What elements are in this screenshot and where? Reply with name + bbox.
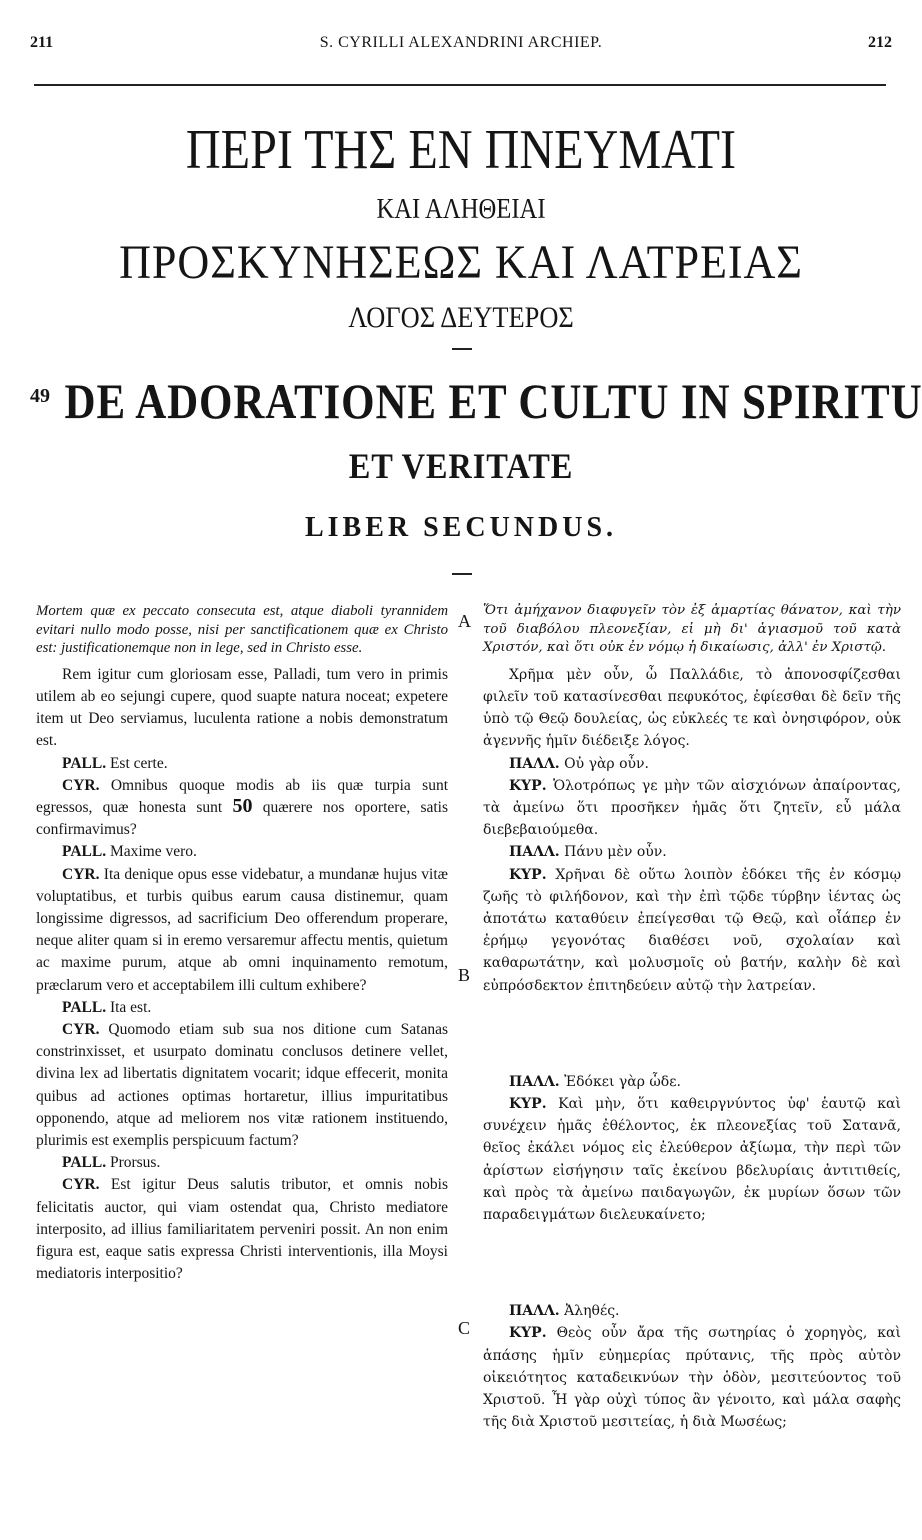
speaker-label: PALL. [62, 754, 107, 772]
speech-text: Ita denique opus esse videbatur, a mundanæ hujus vitæ voluptatibus, et turbis quibus earum causa distinemur, quam longissime digressos, ad sacrificium Deo offerendum properare, neque aliter quam si in eremo versaremur affectu mentis, quietum ac maxime purum, atque ab omni inquinamento remotum, præclarum vero et acceptabilem illi cultum exhibere? [36, 865, 448, 994]
page-number-right: 212 [868, 34, 892, 51]
speech-text: Quomodo etiam sub sua nos ditione cum Satanas constrinxisset, et usurpato dominatu conclusos detinere vellet, divina lex ad libertatis dignitatem vocarit; idque effecerit, monita quibus ad actiones optimas hortaretur, illius impuritatibus opponendo, atque ad meliorem nos vitæ rationem instituendo, plurimis est exemplis perspicuum factum? [36, 1021, 448, 1150]
latin-title-line-2: ET VERITATE [348, 446, 574, 486]
latin-title-line-1: DE ADORATIONE ET CULTU IN SPIRITU [64, 373, 922, 429]
speech-text: Ὁλοτρόπως γε μὴν τῶν αἰσχιόνων ἀπαίροντας, τὰ ἀμείνω ὅτι προσῆκεν ἡμᾶς ὅτι ζητεῖν, εὖ μάλα διεβεβαιούμεθα. [483, 777, 901, 839]
latin-column [36, 602, 448, 1285]
margin-letter-c: C [458, 1318, 471, 1338]
speaker-label: ΚΥΡ. [509, 866, 547, 883]
speech-text: Omnibus quoque modis ab iis quæ turpia sunt egressos, quæ honesta sunt [36, 776, 449, 816]
latin-argument: Mortem quæ ex peccato consecuta est, atque diaboli tyrannidem evitari nullo modo posse, nisi per sanctificationem quæ ex Christo est: justificationemque non in lege, sed in Christo esse. [36, 603, 448, 657]
speaker-label: ΠΑΛΛ. [509, 755, 560, 772]
title-separator-lower [452, 573, 472, 575]
latin-paragraph [36, 864, 448, 997]
greek-paragraph [483, 753, 901, 775]
speaker-label: ΠΑΛΛ. [509, 1073, 560, 1090]
speaker-label: CYR. [62, 1021, 100, 1039]
speaker-label: ΚΥΡ. [509, 1325, 547, 1342]
speech-text: Καὶ μὴν, ὅτι καθειργνύντος ὑφ' ἑαυτῷ καὶ συνέχειν ἡμᾶς ἐθέλοντος, ἐκ πλεονεξίας τοῦ Σατανᾶ, θεῖος ἐκάλει νόμος εἰς ἐλεύθερον ἀξίωμα, τὴν περὶ τῶν ἀρίστων εἰσήγησιν ταῖς ἐκείνου βδελυρίαις ἀντιτιθείς, καὶ πρὸς τὰ ἀμείνω παιδαγωγῶν, ἐκ μυρίων ὅσων τῶν παραδειγμάτων διελευκαίνετο; [483, 1096, 901, 1224]
speaker-label: PALL. [62, 1154, 107, 1172]
speech-text: Ἐδόκει γὰρ ὧδε. [564, 1073, 681, 1090]
speaker-label: PALL. [62, 998, 107, 1016]
speaker-label: ΠΑΛΛ. [509, 844, 560, 861]
column-number: 49 [30, 385, 50, 407]
latin-paragraph [36, 753, 448, 775]
margin-letter-a: A [458, 611, 471, 631]
speaker-label: CYR. [62, 865, 100, 883]
greek-paragraph [483, 1093, 901, 1226]
page-number-left: 211 [30, 34, 54, 51]
latin-paragraph [36, 775, 448, 842]
latin-title-line-3: LIBER SECUNDUS. [304, 512, 618, 543]
speaker-label: CYR. [62, 776, 100, 794]
speech-text: Θεὸς οὖν ἄρα τῆς σωτηρίας ὁ χορηγὸς, καὶ ἁπάσης ἡμῖν εὐημερίας πρύτανις, τῆς πρὸς αὐτὸν οἰκειότητος καταδεικνύων τὴν ὁδὸν, μεσιτεύοντος τοῦ Χριστοῦ. Ἦ γὰρ οὐχὶ τύπος ἂν γένοιτο, καὶ μάλα σαφὴς τῆς διὰ Χριστοῦ μεσιτείας, ἡ διὰ Μωσέως; [483, 1325, 901, 1431]
speech-text: Est igitur Deus salutis tributor, et omnis nobis felicitatis auctor, qui viam ostendat qua, Christo mediatore interposito, ad illius familiaritatem perveniri possit. An non enim figura est, eaque satis expressa Christi interventionis, illa Moysi mediatoris interpositio? [36, 1176, 448, 1283]
greek-title-line-4: ΛΟΓΟΣ ΔΕΥΤΕΡΟΣ [348, 301, 574, 334]
latin-paragraph [36, 1174, 448, 1285]
greek-paragraph [483, 1071, 901, 1093]
speaker-label: ΚΥΡ. [509, 777, 547, 794]
latin-paragraph [36, 841, 448, 863]
speech-text: Prorsus. [109, 1154, 161, 1172]
latin-paragraph: Rem igitur cum gloriosam esse, Palladi, tum vero in primis utilem ab eo sejungi cupere, quod suapte natura noceat; expetere item ut Deo serviamus, luculenta ratione a nobis demonstratum est. [36, 665, 448, 750]
speech-text: Ita est. [109, 998, 152, 1016]
speech-text: Maxime vero. [109, 843, 197, 861]
greek-title-line-3: ΠΡΟΣΚΥΝΗΣΕΩΣ ΚΑΙ ΛΑΤΡΕΙΑΣ [119, 236, 803, 289]
speech-text: Χρῆναι δὲ οὕτω λοιπὸν ἐδόκει τῆς ἐν κόσμῳ ζωῆς τὸ φιλήδονον, καὶ τὴν ἐπὶ τῷδε τύρβην ἰέντας ὡς ἀποτάτω καταθύειν ἐπείγεσθαι τῷ Θεῷ, καὶ οἷάπερ ἐν ἐρήμῳ γεγονότας διαθέσει νοῦ, σχολαίαν καὶ καθαρωτάτην, καὶ μολυσμοῖς οὐ βατήν, καλὴν δὲ καὶ εὐπρόσδεκτον ἐπιτηδεύειν αὐτῷ τὴν λατρείαν. [483, 866, 901, 994]
speaker-label: CYR. [62, 1176, 100, 1194]
speaker-label: PALL. [62, 843, 107, 861]
running-header [0, 34, 922, 58]
margin-letter-b: B [458, 965, 471, 985]
speech-text: Ἀληθές. [564, 1303, 620, 1320]
greek-title-line-2: ΚΑΙ ΑΛΗΘΕΙΑΙ [376, 194, 546, 225]
greek-paragraph [483, 841, 901, 863]
greek-paragraph [483, 1322, 901, 1433]
header-rule [34, 84, 886, 86]
latin-paragraph [36, 1019, 448, 1152]
running-title: S. CYRILLI ALEXANDRINI ARCHIEP. [319, 34, 603, 51]
greek-title-line-1: ΠΕΡΙ ΤΗΣ ΕΝ ΠΝΕΥΜΑΤΙ [185, 119, 737, 181]
speech-text: quærere nos oportere, satis confirmavimus? [36, 799, 449, 839]
speech-text: Πάνυ μὲν οὖν. [564, 844, 667, 861]
speaker-label: ΠΑΛΛ. [509, 1303, 560, 1320]
greek-paragraph: Χρῆμα μὲν οὖν, ὦ Παλλάδιε, τὸ ἀπονοσφίζεσθαι φιλεῖν τοῦ κατασίνεσθαι πεφυκότος, ἐφίεσθαι δὲ δεῖν τῆς ὑπὸ τῷ Θεῷ δουλείας, ὡς εὐκλεές τε καὶ ὀνησιφόρον, οὐκ ἀγεννῆς ἡμῖν διέδειξε λόγος. [483, 666, 901, 750]
greek-argument: Ὅτι ἀμήχανον διαφυγεῖν τὸν ἐξ ἁμαρτίας θάνατον, καὶ τὴν τοῦ διαβόλου πλεονεξίαν, εἰ μὴ δι' ἁγιασμοῦ τοῦ κατὰ Χριστόν, καὶ ὅτι οὐκ ἐν νόμῳ ἡ δικαίωσις, ἀλλ' ἐν Χριστῷ. [483, 603, 901, 656]
latin-paragraph [36, 1152, 448, 1174]
speaker-label: ΚΥΡ. [509, 1096, 547, 1113]
greek-paragraph [483, 775, 901, 842]
title-separator [452, 348, 472, 350]
greek-paragraph [483, 864, 901, 997]
latin-paragraph [36, 997, 448, 1019]
speech-text: Οὐ γὰρ οὖν. [564, 755, 649, 772]
inline-column-number: 50 [232, 795, 253, 817]
greek-column [483, 602, 901, 1433]
speech-text: Est certe. [109, 754, 168, 772]
greek-paragraph [483, 1300, 901, 1322]
